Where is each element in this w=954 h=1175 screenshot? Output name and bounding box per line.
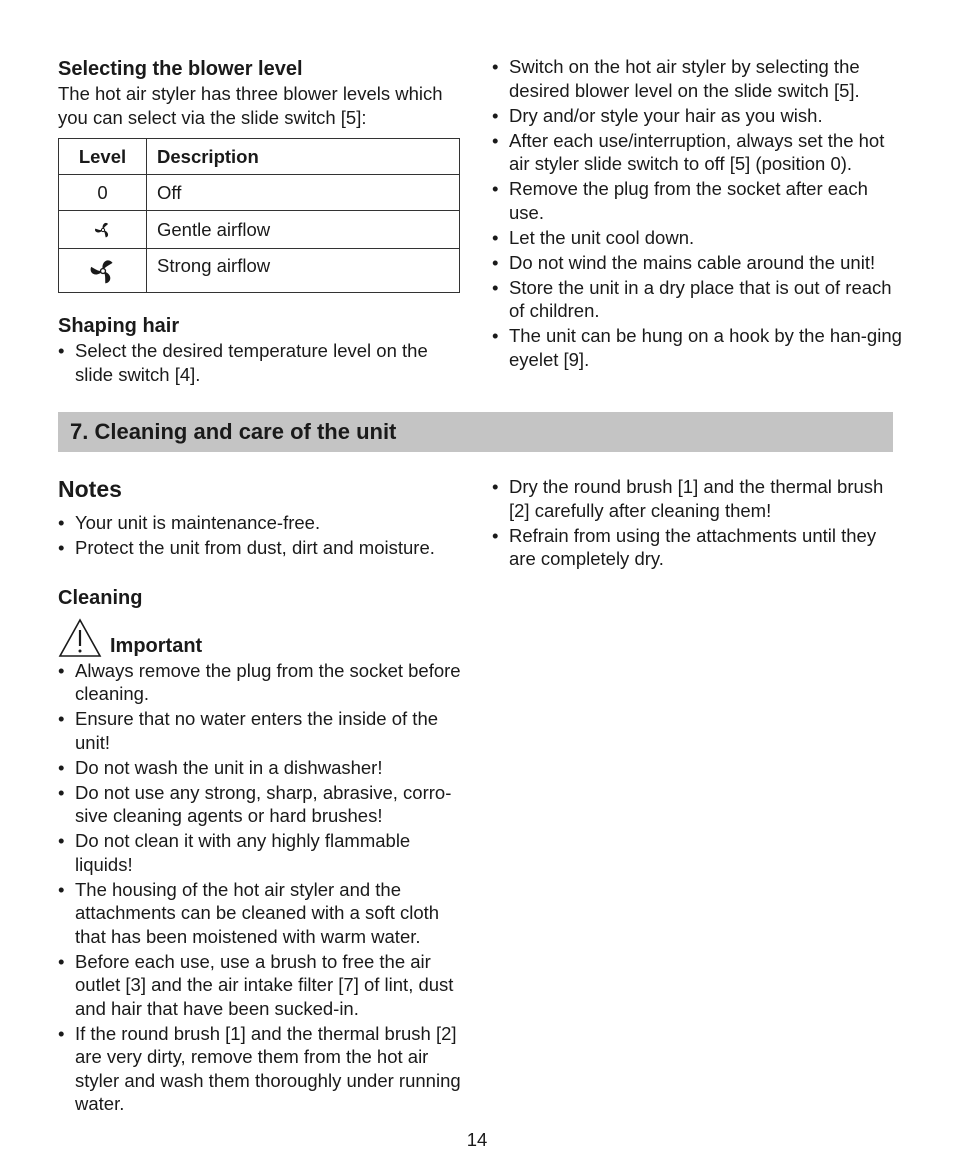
important-notice	[58, 618, 463, 658]
table-cell-description: Strong airflow	[147, 249, 460, 293]
table-row	[59, 175, 460, 211]
list-item: • Do not use any strong, sharp, abrasive, corro-sive cleaning agents or hard brushes!	[58, 781, 452, 826]
list-item: • Always remove the plug from the socket before cleaning.	[58, 659, 461, 704]
list-item: • Do not wash the unit in a dishwasher!	[58, 756, 383, 778]
notes-list	[58, 511, 463, 560]
warning-triangle-icon	[58, 618, 102, 658]
table-row	[59, 211, 460, 249]
list-item: • Ensure that no water enters the inside of the unit!	[58, 708, 439, 753]
list-item: • Dry the round brush [1] and the thermal brush [2] carefully after cleaning them!	[492, 476, 884, 521]
table-header-description: Description	[147, 139, 460, 175]
list-item: • Remove the plug from the socket after each use.	[492, 178, 868, 223]
table-cell-level	[59, 249, 147, 293]
section-header-bar	[58, 412, 893, 452]
list-item: • After each use/interruption, always set the hot air styler slide switch to off [5] (position 0).	[492, 129, 885, 174]
table-row	[59, 249, 460, 293]
table-cell-level: 0	[59, 175, 147, 211]
fan-large-icon	[88, 256, 118, 286]
notes-section	[58, 475, 463, 1117]
fan-small-icon	[92, 219, 114, 241]
list-item: • If the round brush [1] and the thermal brush [2] are very dirty, remove them from the hot air styler and wash them thoroughly under running water.	[58, 1022, 461, 1114]
list-item: • The housing of the hot air styler and the attachments can be cleaned with a soft cloth that has been moistened with warm water.	[58, 878, 440, 947]
page-number: 14	[466, 1129, 488, 1150]
usage-section	[492, 55, 902, 373]
cleaning-heading: Cleaning	[58, 586, 143, 609]
list-item: • Your unit is maintenance-free.	[58, 512, 321, 533]
table-header-level: Level	[59, 139, 147, 175]
table-header-row	[59, 139, 460, 175]
list-item: • Let the unit cool down.	[492, 226, 695, 248]
important-label: Important	[110, 634, 203, 657]
blower-level-table	[58, 138, 460, 293]
blower-section	[58, 57, 463, 388]
table-cell-description: Off	[147, 175, 460, 211]
cleaning-list	[58, 659, 463, 1116]
list-item: • Before each use, use a brush to free the air outlet [3] and the air intake filter [7] of lint, dust and hair that have been sucked-in.	[58, 950, 454, 1019]
list-item: • The unit can be hung on a hook by the han-ging eyelet [9].	[492, 325, 902, 370]
shaping-list	[58, 339, 463, 386]
list-item: • Store the unit in a dry place that is out of reach of children.	[492, 276, 892, 321]
drying-section	[492, 475, 902, 572]
table-cell-description: Gentle airflow	[147, 211, 460, 249]
section-title: 7. Cleaning and care of the unit	[70, 419, 397, 444]
table-cell-level	[59, 211, 147, 249]
list-item: • Switch on the hot air styler by selecting the desired blower level on the slide switch [5].	[492, 56, 860, 101]
shaping-heading: Shaping hair	[58, 315, 180, 337]
blower-heading: Selecting the blower level	[58, 58, 303, 80]
list-item: • Do not clean it with any highly flammable liquids!	[58, 830, 411, 875]
list-item: • Dry and/or style your hair as you wish.	[492, 104, 823, 126]
list-item: • Refrain from using the attachments until they are completely dry.	[492, 524, 877, 569]
list-item: • Protect the unit from dust, dirt and moisture.	[58, 537, 435, 558]
notes-heading: Notes	[58, 476, 122, 502]
drying-list	[492, 475, 902, 571]
list-item: • Select the desired temperature level on the slide switch [4].	[58, 340, 428, 385]
blower-intro: The hot air styler has three blower levels which you can select via the slide switch [5]:	[58, 83, 443, 128]
usage-list	[492, 55, 902, 371]
list-item: • Do not wind the mains cable around the unit!	[492, 251, 876, 273]
